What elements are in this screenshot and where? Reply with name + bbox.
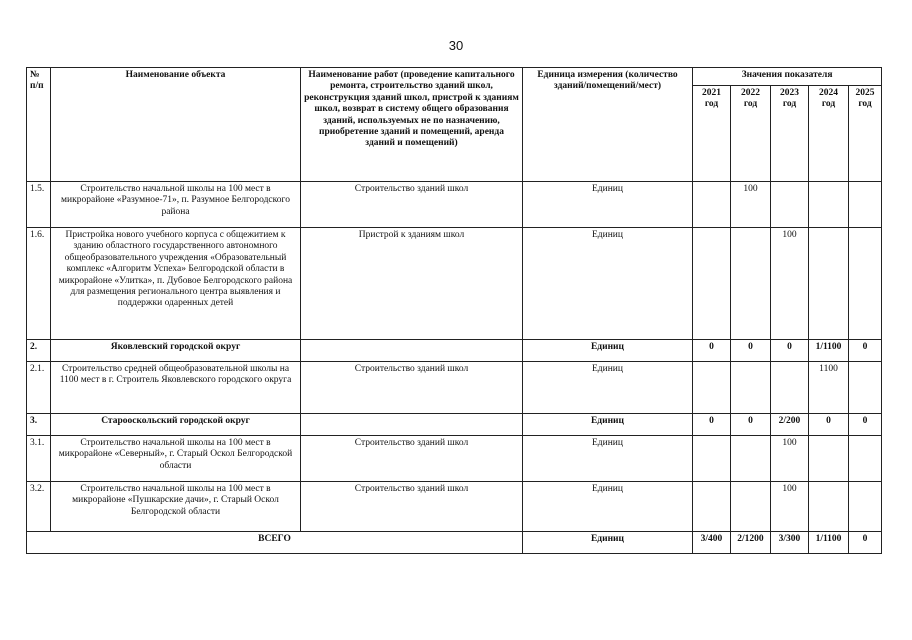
header-unit: Единица измерения (количество зданий/помещений/мест)	[523, 68, 693, 182]
header-object: Наименование объекта	[51, 68, 301, 182]
row-num: 2.1.	[27, 362, 51, 414]
table-row	[27, 362, 882, 414]
row-value	[809, 228, 849, 340]
header-year-2025: 2025 год	[849, 86, 882, 182]
row-num: 1.6.	[27, 228, 51, 340]
row-value	[693, 436, 731, 482]
row-value: 0	[849, 340, 882, 362]
row-num: 3.1.	[27, 436, 51, 482]
row-unit: Единиц	[523, 436, 693, 482]
row-works: Пристрой к зданиям школ	[301, 228, 523, 340]
row-num: 1.5.	[27, 182, 51, 228]
indicator-table	[26, 67, 882, 554]
total-value: 3/400	[693, 532, 731, 554]
row-value	[849, 362, 882, 414]
row-works: Строительство зданий школ	[301, 482, 523, 532]
row-value	[731, 362, 771, 414]
row-value: 0	[771, 340, 809, 362]
row-works: Строительство зданий школ	[301, 182, 523, 228]
row-works: Строительство зданий школ	[301, 362, 523, 414]
row-value	[771, 182, 809, 228]
row-value	[693, 228, 731, 340]
total-label: ВСЕГО	[27, 532, 523, 554]
header-year-2023: 2023 год	[771, 86, 809, 182]
table-row	[27, 414, 882, 436]
total-value: 2/1200	[731, 532, 771, 554]
row-value: 100	[771, 436, 809, 482]
table-body	[27, 182, 882, 554]
row-value	[809, 182, 849, 228]
row-value: 1100	[809, 362, 849, 414]
table-row	[27, 228, 882, 340]
row-object: Старооскольский городской округ	[51, 414, 301, 436]
row-unit: Единиц	[523, 340, 693, 362]
row-object: Пристройка нового учебного корпуса с общежитием к зданию областного государственного автономного общеобразовательного учреждения «Образовательный комплекс «Алгоритм Успеха» Белгородской области в микрорайоне «Улитка», п. Дубовое Белгородского района для размещения регионального центра выявления и поддержки одаренных детей	[51, 228, 301, 340]
row-works	[301, 340, 523, 362]
row-value	[693, 182, 731, 228]
table-row	[27, 182, 882, 228]
page-number: 30	[448, 38, 464, 53]
row-value: 1/1100	[809, 340, 849, 362]
row-value	[809, 436, 849, 482]
header-year-2022: 2022 год	[731, 86, 771, 182]
row-value: 100	[731, 182, 771, 228]
row-value	[731, 436, 771, 482]
row-unit: Единиц	[523, 228, 693, 340]
row-value: 100	[771, 482, 809, 532]
header-values: Значения показателя	[693, 68, 882, 86]
row-object: Строительство средней общеобразовательной школы на 1100 мест в г. Строитель Яковлевского городского округа	[51, 362, 301, 414]
total-unit: Единиц	[523, 532, 693, 554]
row-object: Строительство начальной школы на 100 мест в микрорайоне «Северный», г. Старый Оскол Белгородской области	[51, 436, 301, 482]
row-value: 0	[731, 340, 771, 362]
row-value: 0	[849, 414, 882, 436]
total-value: 0	[849, 532, 882, 554]
total-row	[27, 532, 882, 554]
row-value: 0	[693, 414, 731, 436]
table-row	[27, 340, 882, 362]
row-works	[301, 414, 523, 436]
row-object: Яковлевский городской округ	[51, 340, 301, 362]
table-row	[27, 482, 882, 532]
row-value	[849, 228, 882, 340]
row-unit: Единиц	[523, 414, 693, 436]
header-num: № п/п	[27, 68, 51, 182]
row-value: 0	[693, 340, 731, 362]
row-unit: Единиц	[523, 482, 693, 532]
row-value	[849, 482, 882, 532]
header-year-2021: 2021 год	[693, 86, 731, 182]
total-value: 3/300	[771, 532, 809, 554]
row-num: 3.2.	[27, 482, 51, 532]
row-value	[731, 482, 771, 532]
row-value	[731, 228, 771, 340]
header-works: Наименование работ (проведение капитального ремонта, строительство зданий школ, реконструкция зданий школ, пристрой к зданиям школ, возврат в систему общего образования зданий, используемых не по назначению, приобретение зданий и помещений, аренда зданий и помещений)	[301, 68, 523, 182]
table-row	[27, 436, 882, 482]
row-value	[849, 436, 882, 482]
row-num: 3.	[27, 414, 51, 436]
row-unit: Единиц	[523, 182, 693, 228]
row-value: 0	[731, 414, 771, 436]
header-year-2024: 2024 год	[809, 86, 849, 182]
row-value: 0	[809, 414, 849, 436]
row-num: 2.	[27, 340, 51, 362]
row-object: Строительство начальной школы на 100 мест в микрорайоне «Пушкарские дачи», г. Старый Оскол Белгородской области	[51, 482, 301, 532]
total-value: 1/1100	[809, 532, 849, 554]
row-value	[693, 362, 731, 414]
row-works: Строительство зданий школ	[301, 436, 523, 482]
row-value: 100	[771, 228, 809, 340]
row-unit: Единиц	[523, 362, 693, 414]
row-value	[771, 362, 809, 414]
row-value: 2/200	[771, 414, 809, 436]
row-value	[809, 482, 849, 532]
row-value	[693, 482, 731, 532]
row-object: Строительство начальной школы на 100 мест в микрорайоне «Разумное-71», п. Разумное Белгородского района	[51, 182, 301, 228]
row-value	[849, 182, 882, 228]
